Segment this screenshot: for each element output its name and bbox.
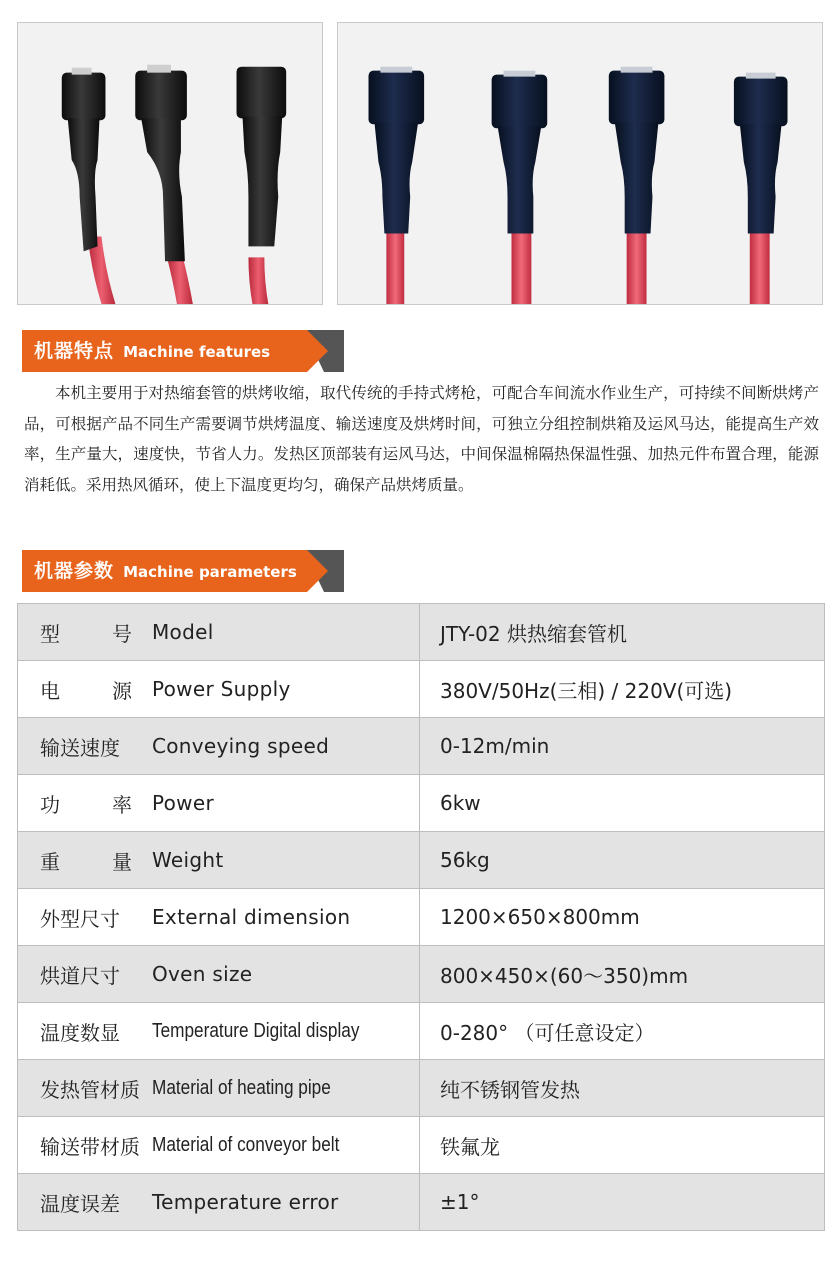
parameter-value: 56kg	[420, 832, 825, 889]
parameter-value: 380V/50Hz(三相) / 220V(可选)	[420, 661, 825, 718]
black-terminals-image	[18, 23, 322, 304]
parameter-label-cell	[18, 889, 420, 946]
parameter-label-en: Temperature error	[152, 1190, 339, 1214]
blue-terminals-image	[338, 23, 822, 304]
parameter-label-cn-part: 烘道尺寸	[40, 963, 120, 988]
table-row	[18, 1003, 825, 1060]
parameter-label-cn-part: 号	[112, 621, 132, 646]
parameter-label-cn-part: 发热管材质	[40, 1077, 140, 1102]
parameter-label-cn-part: 温度数显	[40, 1020, 120, 1045]
parameter-label-cn-part: 温度误差	[40, 1191, 120, 1216]
product-photo-blue-terminals	[337, 22, 823, 305]
parameter-value: ±1°	[420, 1174, 825, 1231]
parameter-label-cn	[18, 903, 152, 932]
parameter-label-cn-part: 量	[112, 849, 132, 874]
parameter-label-cell	[18, 604, 420, 661]
parameter-label-cn-part: 率	[112, 792, 132, 817]
parameter-label-cn	[18, 960, 152, 989]
parameter-label-cn-part: 电	[40, 678, 60, 703]
product-photo-black-terminals	[17, 22, 323, 305]
features-title-cn: 机器特点	[34, 340, 115, 362]
parameter-label-cell	[18, 1060, 420, 1117]
parameter-value: 纯不锈钢管发热	[420, 1060, 825, 1117]
table-row	[18, 775, 825, 832]
parameter-value: 0-12m/min	[420, 718, 825, 775]
parameter-label-cell	[18, 1003, 420, 1060]
parameter-label-cn	[18, 1188, 152, 1217]
parameters-title-en: Machine parameters	[123, 563, 297, 581]
table-row	[18, 889, 825, 946]
parameter-label-cn	[18, 1131, 152, 1160]
parameters-section-header	[22, 550, 344, 592]
parameter-label-en: External dimension	[152, 905, 351, 929]
features-section-header	[22, 330, 344, 372]
table-row	[18, 661, 825, 718]
parameter-label-en: Power	[152, 791, 214, 815]
parameter-label-cn	[18, 846, 152, 875]
parameter-label-cn-part: 源	[112, 678, 132, 703]
parameter-label-cell	[18, 718, 420, 775]
parameter-label-cell	[18, 946, 420, 1003]
parameter-value: 800×450×(60～350)mm	[420, 946, 825, 1003]
parameter-label-cn	[18, 675, 152, 704]
parameter-label-cell	[18, 661, 420, 718]
features-title-en: Machine features	[123, 343, 271, 361]
parameter-label-cn	[18, 732, 152, 761]
table-row	[18, 604, 825, 661]
table-row	[18, 1060, 825, 1117]
parameters-table	[17, 603, 825, 1231]
table-row	[18, 946, 825, 1003]
table-row	[18, 718, 825, 775]
parameter-value: JTY-02 烘热缩套管机	[420, 604, 825, 661]
features-description: 本机主要用于对热缩套管的烘烤收缩，取代传统的手持式烤枪，可配合车间流水作业生产，可持续不间断烘烤产品，可根据产品不同生产需要调节烘烤温度、输送速度及烘烤时间，可独立分组控制烘箱及运风马达，能提高生产效率，生产量大，速度快，节省人力。发热区顶部装有运风马达，中间保温棉隔热保温性强、加热元件布置合理，能源消耗低。采用热风循环，使上下温度更均匀，确保产品烘烤质量。	[24, 384, 819, 494]
parameter-value: 1200×650×800mm	[420, 889, 825, 946]
parameter-label-en: Material of heating pipe	[152, 1076, 331, 1099]
parameter-label-cn-part: 型	[40, 621, 60, 646]
parameter-label-cn-part: 输送速度	[40, 735, 120, 760]
parameter-label-en: Material of conveyor belt	[152, 1133, 340, 1156]
parameter-label-cn-part: 重	[40, 849, 60, 874]
parameter-label-cn	[18, 618, 152, 647]
parameter-label-cn	[18, 1074, 152, 1103]
parameter-label-en: Weight	[152, 848, 224, 872]
parameter-value: 6kw	[420, 775, 825, 832]
parameter-value: 铁氟龙	[420, 1117, 825, 1174]
parameter-label-cell	[18, 1117, 420, 1174]
parameter-value: 0-280° （可任意设定）	[420, 1003, 825, 1060]
parameter-label-en: Model	[152, 620, 214, 644]
table-row	[18, 832, 825, 889]
parameter-label-en: Power Supply	[152, 677, 291, 701]
parameter-label-cell	[18, 1174, 420, 1231]
table-row	[18, 1174, 825, 1231]
parameter-label-cn	[18, 1017, 152, 1046]
parameter-label-cell	[18, 832, 420, 889]
parameter-label-cn	[18, 789, 152, 818]
parameter-label-cn-part: 功	[40, 792, 60, 817]
table-row	[18, 1117, 825, 1174]
parameters-title-cn: 机器参数	[34, 560, 115, 582]
parameter-label-cell	[18, 775, 420, 832]
parameter-label-cn-part: 外型尺寸	[40, 906, 120, 931]
parameter-label-en: Oven size	[152, 962, 253, 986]
parameter-label-en: Conveying speed	[152, 734, 330, 758]
parameter-label-cn-part: 输送带材质	[40, 1134, 140, 1159]
parameter-label-en: Temperature Digital display	[152, 1019, 360, 1042]
